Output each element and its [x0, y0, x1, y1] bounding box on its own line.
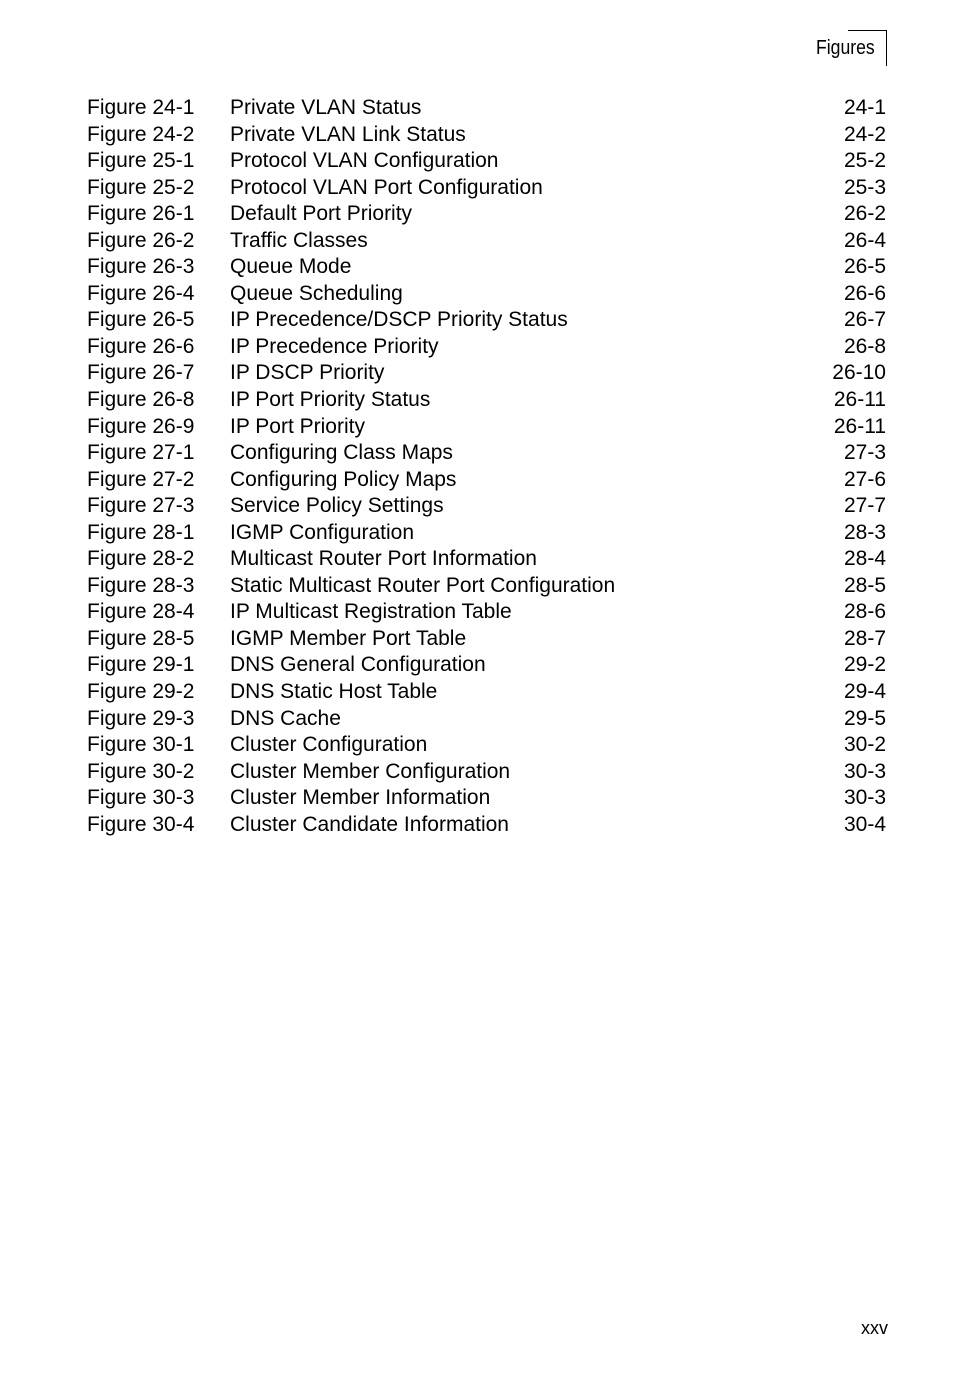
figure-title: IP Precedence/DSCP Priority Status [230, 308, 568, 332]
page-reference: 28-3 [843, 520, 886, 544]
page-reference: 30-2 [843, 733, 886, 757]
figure-title: DNS Static Host Table [230, 680, 438, 704]
figure-title: Protocol VLAN Configuration [230, 149, 499, 173]
figure-title: Cluster Configuration [230, 733, 428, 757]
figure-title: Queue Scheduling [230, 281, 403, 305]
figure-number: Figure 28-5 [87, 626, 195, 650]
page-reference: 30-3 [843, 786, 886, 810]
figure-number: Figure 27-1 [87, 441, 195, 465]
figure-title: Static Multicast Router Port Configuration [230, 573, 616, 597]
list-item [87, 679, 886, 706]
page-reference: 26-6 [843, 281, 886, 305]
figure-number: Figure 25-1 [87, 149, 195, 173]
list-item [87, 148, 886, 175]
list-item [87, 307, 886, 334]
figure-title: IP DSCP Priority [230, 361, 385, 385]
figure-title: Configuring Policy Maps [230, 467, 457, 491]
figure-title: Configuring Class Maps [230, 441, 453, 465]
page-reference: 26-10 [832, 361, 886, 385]
figure-number: Figure 28-1 [87, 520, 195, 544]
list-item [87, 467, 886, 494]
page-reference: 30-3 [843, 759, 886, 783]
page-reference: 27-3 [843, 441, 886, 465]
page-number: xxv [861, 1318, 888, 1338]
list-item [87, 706, 886, 733]
figure-number: Figure 26-4 [87, 281, 195, 305]
figure-title: IP Multicast Registration Table [230, 600, 512, 624]
list-item [87, 201, 886, 228]
list-item [87, 281, 886, 308]
list-item [87, 759, 886, 786]
list-item [87, 334, 886, 361]
figure-number: Figure 28-4 [87, 600, 195, 624]
figure-number: Figure 29-2 [87, 680, 195, 704]
list-item [87, 175, 886, 202]
figure-number: Figure 30-3 [87, 786, 195, 810]
page-reference: 30-4 [843, 812, 886, 836]
page-reference: 29-2 [843, 653, 886, 677]
figure-title: Service Policy Settings [230, 494, 444, 518]
list-item [87, 387, 886, 414]
figure-number: Figure 27-2 [87, 467, 195, 491]
page-reference: 25-3 [843, 175, 886, 199]
figure-title: IGMP Member Port Table [230, 626, 467, 650]
page-reference: 29-4 [843, 680, 886, 704]
figure-number: Figure 26-9 [87, 414, 195, 438]
figure-title: IGMP Configuration [230, 520, 415, 544]
figure-number: Figure 28-2 [87, 547, 195, 571]
list-item [87, 546, 886, 573]
figure-title: Protocol VLAN Port Configuration [230, 175, 543, 199]
figure-number: Figure 30-4 [87, 812, 195, 836]
list-item [87, 122, 886, 149]
list-item [87, 228, 886, 255]
page-reference: 26-4 [843, 228, 886, 252]
page-reference: 26-2 [843, 202, 886, 226]
page-reference: 24-2 [843, 122, 886, 146]
page-reference: 28-7 [843, 626, 886, 650]
page-reference: 26-11 [833, 414, 886, 438]
figure-number: Figure 27-3 [87, 494, 195, 518]
figure-number: Figure 24-1 [87, 96, 195, 119]
figure-list [87, 95, 886, 838]
list-item [87, 812, 886, 839]
figure-title: Private VLAN Status [230, 96, 422, 119]
figure-number: Figure 30-2 [87, 759, 195, 783]
list-item [87, 573, 886, 600]
list-item [87, 520, 886, 547]
page-reference: 28-5 [843, 573, 886, 597]
page-reference: 26-11 [833, 388, 886, 412]
figure-title: Cluster Member Information [230, 786, 491, 810]
figure-title: Traffic Classes [230, 228, 368, 252]
section-label: Figures [816, 37, 875, 59]
page-reference: 24-1 [843, 96, 886, 119]
figure-number: Figure 25-2 [87, 175, 195, 199]
list-item [87, 414, 886, 441]
list-item [87, 785, 886, 812]
figure-title: Default Port Priority [230, 202, 413, 226]
figure-number: Figure 28-3 [87, 573, 195, 597]
list-item [87, 254, 886, 281]
page-reference: 29-5 [843, 706, 886, 730]
list-item [87, 599, 886, 626]
page-reference: 26-7 [843, 308, 886, 332]
page-reference: 26-8 [843, 334, 886, 358]
list-item [87, 95, 886, 122]
figure-title: Private VLAN Link Status [230, 122, 466, 146]
page-reference: 28-6 [843, 600, 886, 624]
figure-number: Figure 26-6 [87, 334, 195, 358]
list-item [87, 626, 886, 653]
figure-number: Figure 24-2 [87, 122, 195, 146]
page-reference: 27-7 [843, 494, 886, 518]
page-reference: 26-5 [843, 255, 886, 279]
figure-title: Cluster Candidate Information [230, 812, 509, 836]
figure-number: Figure 30-1 [87, 733, 195, 757]
figure-number: Figure 26-3 [87, 255, 195, 279]
figure-title: IP Precedence Priority [230, 334, 439, 358]
list-item [87, 732, 886, 759]
list-item [87, 360, 886, 387]
figure-title: Cluster Member Configuration [230, 759, 511, 783]
figure-title: Multicast Router Port Information [230, 547, 537, 571]
page-reference: 25-2 [843, 149, 886, 173]
figure-number: Figure 29-1 [87, 653, 195, 677]
figure-number: Figure 26-7 [87, 361, 195, 385]
figure-title: IP Port Priority [230, 414, 365, 438]
figure-number: Figure 26-8 [87, 388, 195, 412]
list-item [87, 652, 886, 679]
figure-title: IP Port Priority Status [230, 388, 431, 412]
list-item [87, 440, 886, 467]
figure-number: Figure 29-3 [87, 706, 195, 730]
page-reference: 28-4 [843, 547, 886, 571]
figure-title: DNS General Configuration [230, 653, 486, 677]
list-item [87, 493, 886, 520]
page-reference: 27-6 [843, 467, 886, 491]
figure-number: Figure 26-1 [87, 202, 195, 226]
figure-number: Figure 26-2 [87, 228, 195, 252]
figure-title: Queue Mode [230, 255, 352, 279]
figure-number: Figure 26-5 [87, 308, 195, 332]
figure-title: DNS Cache [230, 706, 341, 730]
